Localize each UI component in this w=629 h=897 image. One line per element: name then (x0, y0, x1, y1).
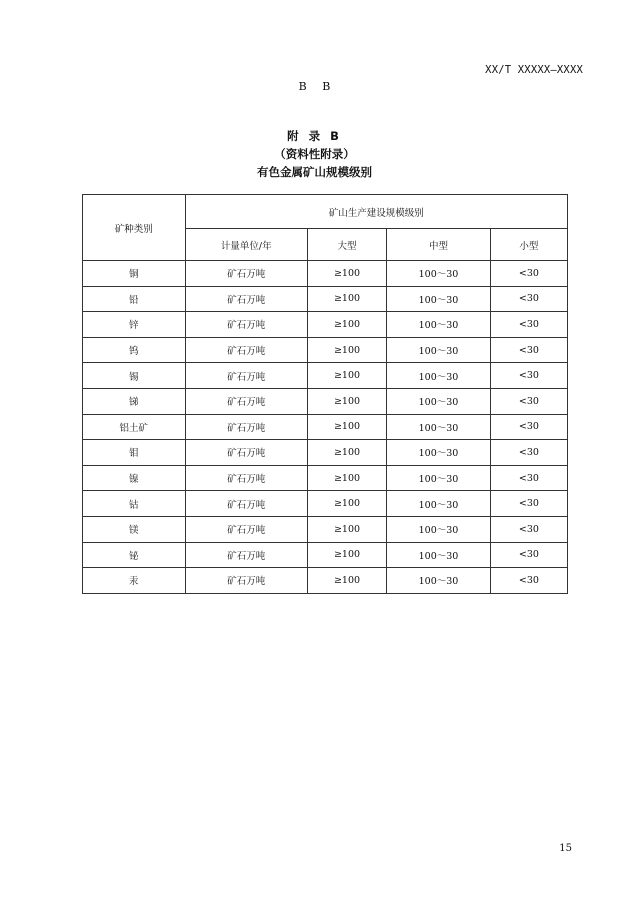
mine-scale-table (82, 194, 568, 594)
table-row (83, 440, 568, 466)
cell-small: <30 (490, 491, 567, 517)
cell-unit: 矿石万吨 (185, 440, 307, 466)
table-row (83, 337, 568, 363)
cell-mineral: 锌 (83, 312, 186, 338)
cell-small: <30 (490, 516, 567, 542)
cell-small: <30 (490, 465, 567, 491)
table-row (83, 312, 568, 338)
cell-small: <30 (490, 261, 567, 287)
table-row (83, 414, 568, 440)
cell-small: <30 (490, 363, 567, 389)
header-mark: B (322, 80, 331, 93)
cell-mineral: 钼 (83, 440, 186, 466)
cell-mineral: 铋 (83, 542, 186, 568)
table-row (83, 568, 568, 594)
cell-unit: 矿石万吨 (185, 286, 307, 312)
appendix-titles (0, 127, 629, 181)
cell-mineral: 汞 (83, 568, 186, 594)
cell-medium: 100～30 (387, 465, 491, 491)
cell-unit: 矿石万吨 (185, 388, 307, 414)
cell-unit: 矿石万吨 (185, 337, 307, 363)
header-mineral-category: 矿种类别 (83, 195, 186, 261)
table-title: 有色金属矿山规模级别 (257, 165, 372, 179)
cell-unit: 矿石万吨 (185, 312, 307, 338)
cell-large: ≥100 (307, 286, 386, 312)
cell-medium: 100～30 (387, 388, 491, 414)
cell-large: ≥100 (307, 465, 386, 491)
cell-medium: 100～30 (387, 542, 491, 568)
table-row (83, 516, 568, 542)
cell-medium: 100～30 (387, 261, 491, 287)
cell-unit: 矿石万吨 (185, 568, 307, 594)
cell-medium: 100～30 (387, 414, 491, 440)
cell-large: ≥100 (307, 568, 386, 594)
cell-unit: 矿石万吨 (185, 261, 307, 287)
cell-small: <30 (490, 337, 567, 363)
cell-large: ≥100 (307, 414, 386, 440)
header-unit: 计量单位/年 (185, 229, 307, 261)
table-row (83, 465, 568, 491)
cell-unit: 矿石万吨 (185, 542, 307, 568)
table-row (83, 261, 568, 287)
cell-small: <30 (490, 568, 567, 594)
cell-mineral: 铅 (83, 286, 186, 312)
cell-medium: 100～30 (387, 491, 491, 517)
cell-large: ≥100 (307, 261, 386, 287)
document-code: XX/T XXXXX—XXXX (485, 64, 583, 76)
table-header-row (83, 195, 568, 229)
cell-medium: 100～30 (387, 337, 491, 363)
cell-large: ≥100 (307, 491, 386, 517)
table-row (83, 388, 568, 414)
cell-medium: 100～30 (387, 312, 491, 338)
header-mark: B (298, 80, 307, 93)
cell-mineral: 钨 (83, 337, 186, 363)
cell-mineral: 铜 (83, 261, 186, 287)
cell-small: <30 (490, 414, 567, 440)
cell-large: ≥100 (307, 337, 386, 363)
cell-unit: 矿石万吨 (185, 414, 307, 440)
cell-mineral: 镁 (83, 516, 186, 542)
appendix-nature: （资料性附录） (274, 147, 355, 161)
header-scale-group: 矿山生产建设规模级别 (185, 195, 567, 229)
table-row (83, 491, 568, 517)
cell-small: <30 (490, 542, 567, 568)
table-row (83, 542, 568, 568)
cell-small: <30 (490, 286, 567, 312)
cell-medium: 100～30 (387, 363, 491, 389)
cell-large: ≥100 (307, 440, 386, 466)
cell-mineral: 锑 (83, 388, 186, 414)
cell-medium: 100～30 (387, 516, 491, 542)
header-large: 大型 (307, 229, 386, 261)
cell-mineral: 镍 (83, 465, 186, 491)
cell-medium: 100～30 (387, 568, 491, 594)
appendix-title: 附 录 B (287, 129, 342, 143)
cell-large: ≥100 (307, 542, 386, 568)
cell-small: <30 (490, 440, 567, 466)
cell-unit: 矿石万吨 (185, 465, 307, 491)
cell-large: ≥100 (307, 363, 386, 389)
cell-unit: 矿石万吨 (185, 363, 307, 389)
cell-mineral: 铝土矿 (83, 414, 186, 440)
cell-medium: 100～30 (387, 286, 491, 312)
cell-mineral: 锡 (83, 363, 186, 389)
cell-unit: 矿石万吨 (185, 516, 307, 542)
header-medium: 中型 (387, 229, 491, 261)
cell-large: ≥100 (307, 388, 386, 414)
table-row (83, 286, 568, 312)
cell-small: <30 (490, 312, 567, 338)
table-row (83, 363, 568, 389)
cell-large: ≥100 (307, 516, 386, 542)
page-number: 15 (559, 843, 572, 854)
cell-mineral: 钴 (83, 491, 186, 517)
cell-unit: 矿石万吨 (185, 491, 307, 517)
cell-small: <30 (490, 388, 567, 414)
header-marks (0, 80, 629, 93)
cell-medium: 100～30 (387, 440, 491, 466)
header-small: 小型 (490, 229, 567, 261)
cell-large: ≥100 (307, 312, 386, 338)
